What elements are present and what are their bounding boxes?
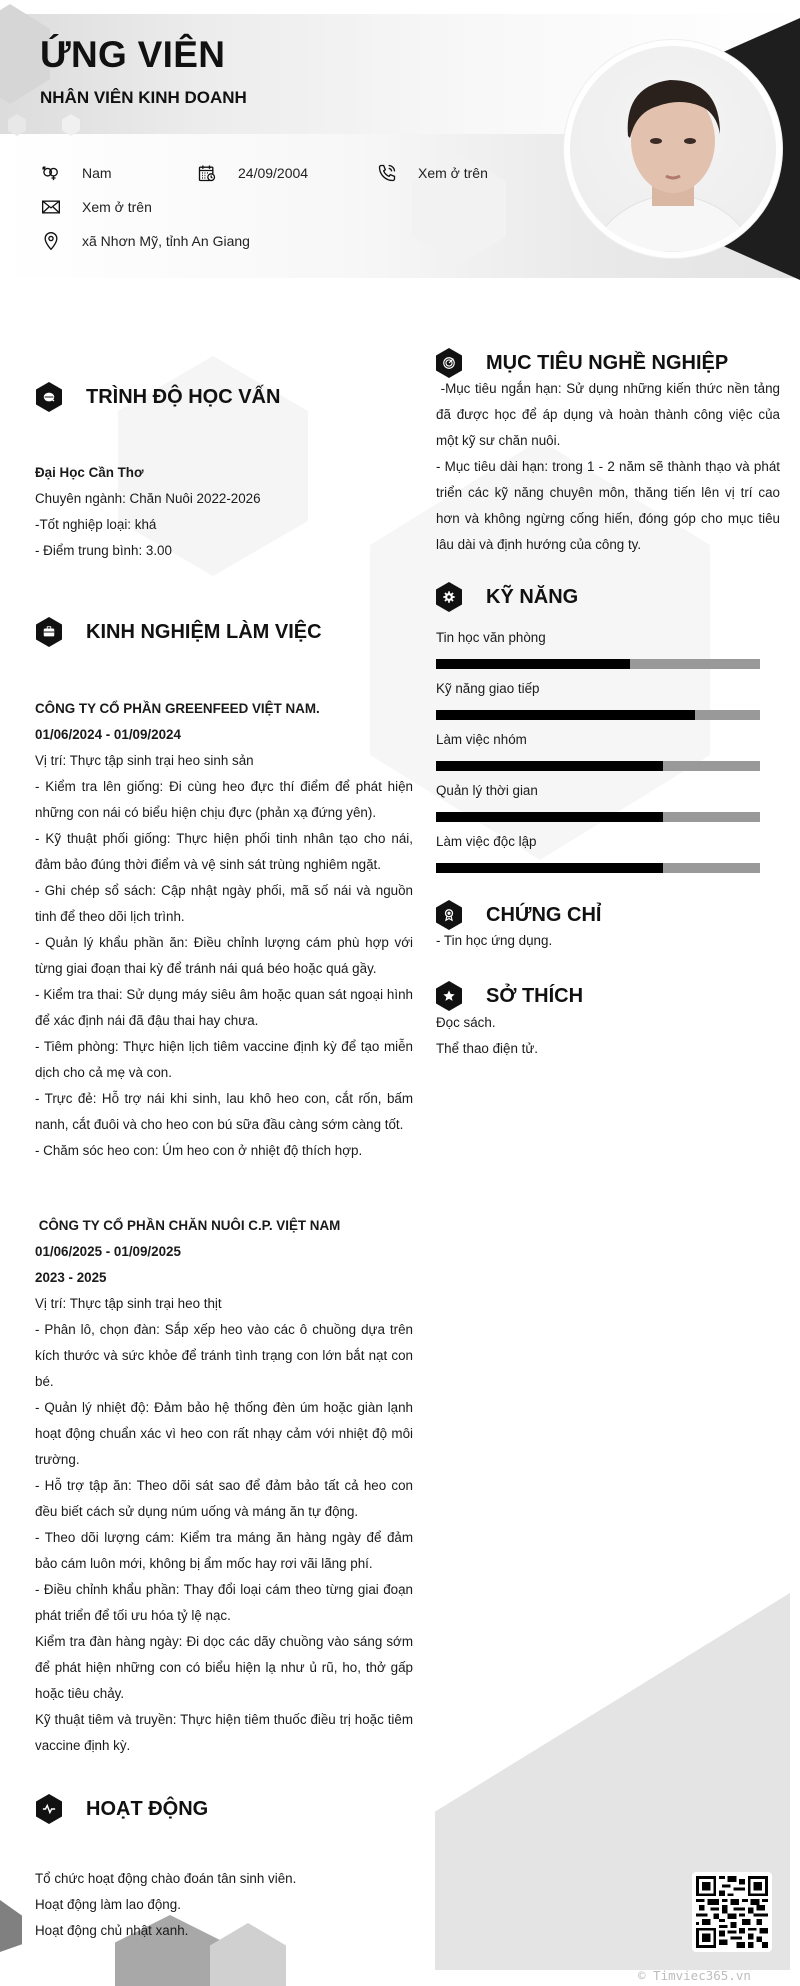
award-ribbon-icon <box>436 900 462 930</box>
certificates-list <box>436 928 780 954</box>
certificates-heading <box>436 900 601 930</box>
job-line: - Kỹ thuật phối giống: Thực hiện phối tinh nhân tạo cho nái, đảm bảo đúng thời điểm và vệ sinh sát trùng nghiêm ngặt. <box>35 831 413 872</box>
objective-content <box>436 376 784 558</box>
objective-heading <box>436 348 728 378</box>
education-heading <box>36 382 280 412</box>
candidate-name: ỨNG VIÊN <box>40 34 226 75</box>
avatar-photo <box>570 46 776 252</box>
hobby-item: Đọc sách. <box>436 1015 496 1030</box>
skill-bar <box>436 710 760 720</box>
envelope-icon <box>40 196 62 218</box>
watermark: © Timviec365.vn <box>638 1968 751 1983</box>
qr-code[interactable] <box>692 1872 772 1952</box>
skill-item <box>436 781 760 822</box>
hobbies-heading <box>436 981 583 1011</box>
skill-fill <box>436 863 663 873</box>
skills-heading <box>436 582 578 612</box>
candidate-position: NHÂN VIÊN KINH DOANH <box>40 88 247 107</box>
job-line: - Theo dõi lượng cám: Kiểm tra máng ăn hàng ngày để đảm bảo cám luôn mới, không bị ẩm mốc hay rơi vãi lãng phí. <box>35 1530 413 1571</box>
job-line: - Kiểm tra thai: Sử dụng máy siêu âm hoặc quan sát ngoại hình để xác định nái đã đậu thai hay chưa. <box>35 987 413 1028</box>
job-line: Kỹ thuật tiêm và truyền: Thực hiện tiêm thuốc điều trị hoặc tiêm vaccine định kỳ. <box>35 1712 413 1753</box>
skill-fill <box>436 710 695 720</box>
info-address <box>40 230 250 252</box>
activity-item: Hoạt động làm lao động. <box>35 1897 181 1912</box>
bg-shape-bottom-left <box>0 1900 22 1952</box>
target-icon <box>436 348 462 378</box>
info-email <box>40 196 152 218</box>
activities-list <box>35 1866 415 1944</box>
activity-item: Tổ chức hoạt động chào đoán tân sinh viên. <box>35 1871 297 1886</box>
job-entry <box>35 696 413 1164</box>
objective-line: -Mục tiêu ngắn hạn: Sử dụng những kiến thức nền tảng đã được học để áp dụng và hoàn thành công việc của một kỹ sư chăn nuôi. <box>436 381 784 448</box>
skill-item <box>436 730 760 771</box>
skill-label: Quản lý thời gian <box>436 783 538 798</box>
job-line: - Trực đẻ: Hỗ trợ nái khi sinh, lau khô heo con, cắt rốn, bấm nanh, cắt đuôi và cho heo con bú sữa đầu càng sớm càng tốt. <box>35 1091 413 1132</box>
skill-item <box>436 679 760 720</box>
job-period: 01/06/2025 - 01/09/2025 <box>35 1244 181 1259</box>
skill-bar <box>436 863 760 873</box>
graduation-cap-icon <box>36 382 62 412</box>
activity-item: Hoạt động chủ nhật xanh. <box>35 1923 189 1938</box>
job-company: CÔNG TY CỔ PHẦN GREENFEED VIỆT NAM. <box>35 701 320 716</box>
job-period: 01/06/2024 - 01/09/2024 <box>35 727 181 742</box>
gender-value: Nam <box>82 165 112 181</box>
objective-line: - Mục tiêu dài hạn: trong 1 - 2 năm sẽ thành thạo và phát triển các kỹ năng chuyên môn, thăng tiến lên vị trí cao hơn và không ngừng cống hiến, đóng góp cho mục tiêu lâu dài và định hướng của công ty. <box>436 459 780 552</box>
phone-icon <box>376 162 398 184</box>
job-company: CÔNG TY CỔ PHẦN CHĂN NUÔI C.P. VIỆT NAM <box>35 1218 341 1233</box>
education-line: -Tốt nghiệp loại: khá <box>35 517 157 532</box>
job-line: - Tiêm phòng: Thực hiện lịch tiêm vaccine định kỳ để tạo miễn dịch cho cả mẹ và con. <box>35 1039 413 1080</box>
certificate-item: - Tin học ứng dụng. <box>436 933 553 948</box>
calendar-icon <box>196 162 218 184</box>
skill-fill <box>436 812 663 822</box>
skill-label: Kỹ năng giao tiếp <box>436 681 540 696</box>
info-phone <box>376 162 488 184</box>
objective-title: MỤC TIÊU NGHỀ NGHIỆP <box>486 351 729 374</box>
skill-bar <box>436 761 760 771</box>
job-entry <box>35 1213 413 1759</box>
activities-heading <box>36 1794 208 1824</box>
gender-icon <box>40 162 62 184</box>
hobbies-title: SỞ THÍCH <box>486 984 584 1007</box>
job-line: - Điều chỉnh khẩu phần: Thay đổi loại cám theo từng giai đoạn phát triển để tối ưu hóa tỷ lệ nạc. <box>35 1582 413 1623</box>
skill-bar <box>436 812 760 822</box>
phone-value: Xem ở trên <box>418 165 488 181</box>
education-title: TRÌNH ĐỘ HỌC VẤN <box>86 385 281 408</box>
skills-title: KỸ NĂNG <box>486 585 579 608</box>
skill-bar <box>436 659 760 669</box>
job-line: Kiểm tra đàn hàng ngày: Đi dọc các dãy chuồng vào sáng sớm để phát hiện những con có biểu hiện lạ như ủ rũ, ho, thở gấp hoặc tiêu chảy. <box>35 1634 413 1701</box>
job-line: - Quản lý khẩu phần ăn: Điều chỉnh lượng cám phù hợp với từng giai đoạn thai kỳ để tránh nái quá béo hoặc quá gầy. <box>35 935 413 976</box>
job-line: - Chăm sóc heo con: Úm heo con ở nhiệt độ thích hợp. <box>35 1143 363 1158</box>
job-period-secondary: 2023 - 2025 <box>35 1270 107 1285</box>
activities-title: HOẠT ĐỘNG <box>86 1797 209 1820</box>
job-line: Vị trí: Thực tập sinh trại heo thịt <box>35 1296 222 1311</box>
location-pin-icon <box>40 230 62 252</box>
briefcase-icon <box>36 617 62 647</box>
skill-label: Làm việc độc lập <box>436 834 537 849</box>
skill-fill <box>436 659 630 669</box>
info-gender <box>40 162 112 184</box>
skill-label: Tin học văn phòng <box>436 630 546 645</box>
job-line: Vị trí: Thực tập sinh trại heo sinh sản <box>35 753 254 768</box>
experience-title: KINH NGHIỆM LÀM VIỆC <box>86 620 322 643</box>
email-value: Xem ở trên <box>82 199 152 215</box>
education-line: Chuyên ngành: Chăn Nuôi 2022-2026 <box>35 491 261 506</box>
birthdate-value: 24/09/2004 <box>238 165 309 181</box>
education-content <box>35 460 415 564</box>
skill-item <box>436 628 760 669</box>
education-line: - Điểm trung bình: 3.00 <box>35 543 172 558</box>
address-value: xã Nhơn Mỹ, tỉnh An Giang <box>82 233 250 249</box>
job-line: - Ghi chép sổ sách: Cập nhật ngày phối, mã số nái và nguồn tinh để theo dõi lịch trình. <box>35 883 413 924</box>
job-line: - Phân lô, chọn đàn: Sắp xếp heo vào các ô chuồng dựa trên kích thước và sức khỏe để tránh tình trạng con lớn bắt nạt con bé. <box>35 1322 413 1389</box>
school-name: Đại Học Cần Thơ <box>35 465 144 480</box>
star-icon <box>436 981 462 1011</box>
hobby-item: Thể thao điện tử. <box>436 1041 539 1056</box>
certificates-title: CHỨNG CHỈ <box>486 903 602 926</box>
skill-item <box>436 832 760 873</box>
avatar <box>564 40 782 258</box>
info-birthdate <box>196 162 308 184</box>
job-line: - Hỗ trợ tập ăn: Theo dõi sát sao để đảm bảo tất cả heo con đều biết cách sử dụng núm uống và máng ăn tự động. <box>35 1478 413 1519</box>
skill-label: Làm việc nhóm <box>436 732 527 747</box>
pulse-icon <box>36 1794 62 1824</box>
skill-fill <box>436 761 663 771</box>
hobbies-list <box>436 1010 780 1062</box>
experience-heading <box>36 617 322 647</box>
job-line: - Quản lý nhiệt độ: Đảm bảo hệ thống đèn úm hoặc giàn lạnh hoạt động chuẩn xác vì heo con rất nhạy cảm với nhiệt độ môi trường. <box>35 1400 413 1467</box>
gear-icon <box>436 582 462 612</box>
job-line: - Kiểm tra lên giống: Đi cùng heo đực thí điểm để phát hiện những con nái có biểu hiện chịu đực (phản xạ đứng yên). <box>35 779 413 820</box>
